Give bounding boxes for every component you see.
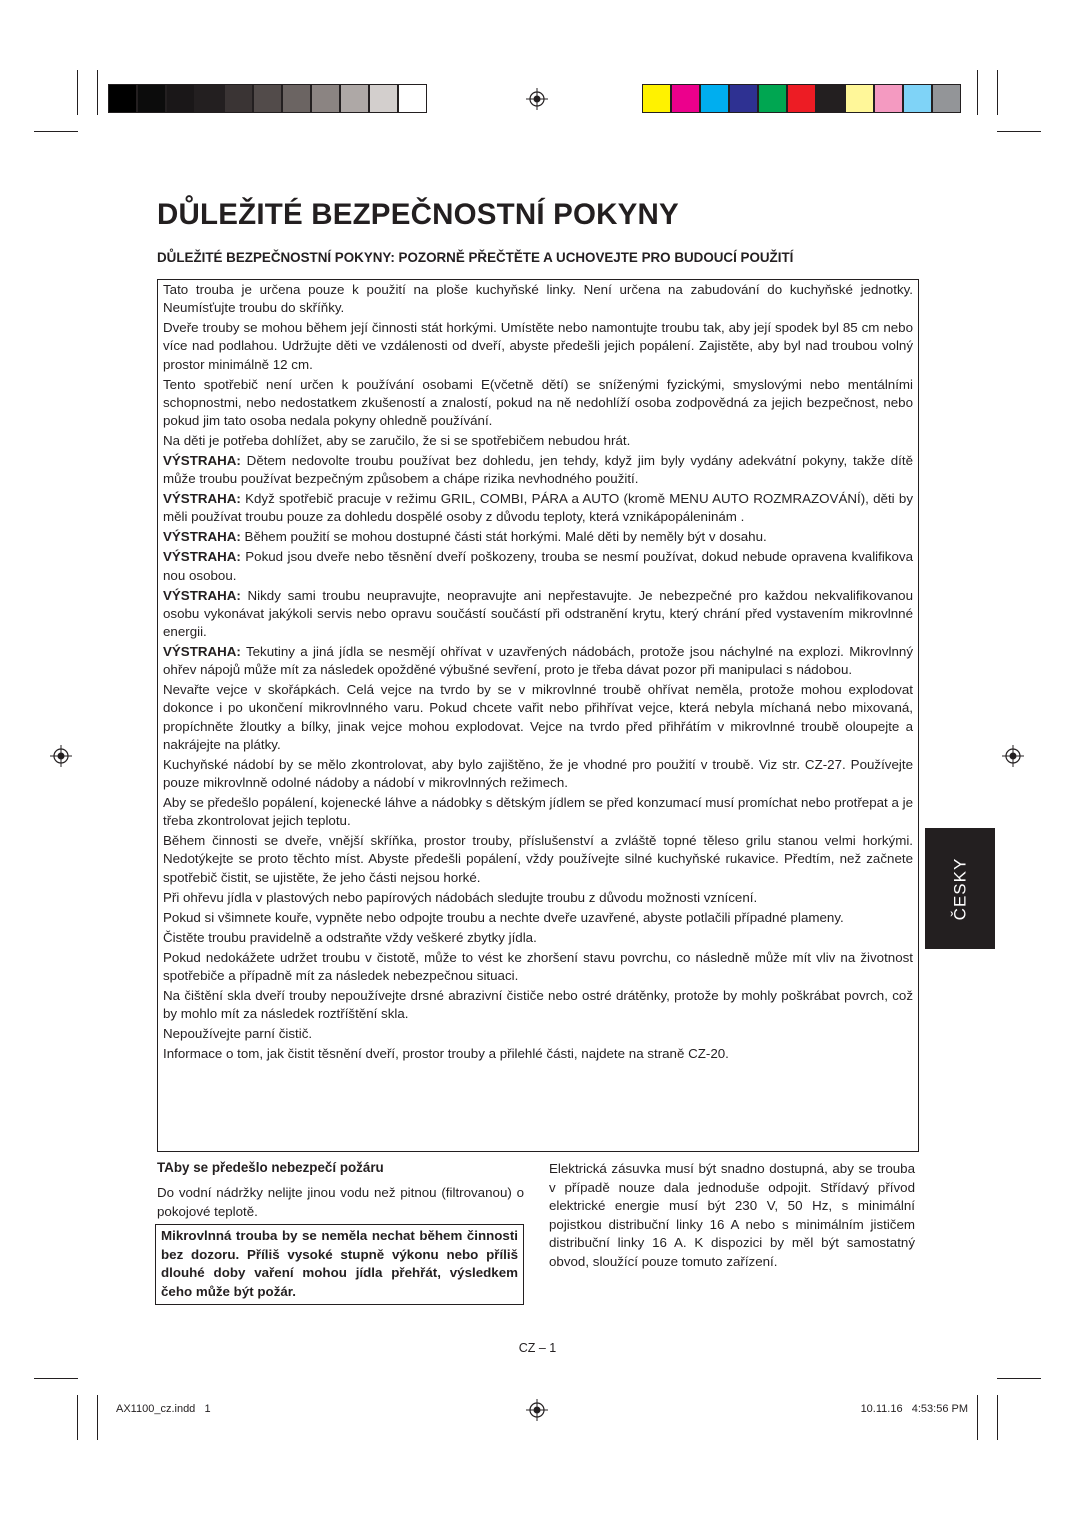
crop-mark: [77, 70, 78, 115]
footer-file-name: AX1100_cz.indd 1: [116, 1403, 211, 1415]
color-swatch: [700, 84, 729, 113]
color-swatch: [340, 84, 369, 113]
warning-label: VÝSTRAHA:: [163, 453, 241, 469]
instruction-text: Pokud jsou dveře nebo těsnění dveří poškozeny, trouba se nesmí používat, dokud nebude opravena kvalifikova nou osobou.: [163, 549, 913, 583]
footer-timestamp: 10.11.16 4:53:56 PM: [860, 1403, 968, 1415]
crop-mark: [997, 131, 1041, 132]
color-swatch: [845, 84, 874, 113]
color-swatch: [137, 84, 166, 113]
warning-label: VÝSTRAHA:: [163, 587, 241, 603]
instruction-paragraph: [163, 643, 913, 679]
instruction-paragraph: [163, 587, 913, 642]
color-swatch: [224, 84, 253, 113]
instruction-text: Tato trouba je určena pouze k použití na ploše kuchyňské linky. Není určena na zabudování do kuchyňské jednotky. Neumísťujte troubu do skříňky.: [163, 282, 913, 316]
instruction-text: Nikdy sami troubu neupravujte, neopravujte ani nepřestavujte. Je nebezpečné pro každou nekvalifikovanou osobu vykonávat jakýkoli servis nebo opravu součástí součástí při odstranění krytu, který chrání před vystavením mikrovlnné energii.: [163, 587, 913, 640]
crop-mark: [997, 1378, 1041, 1379]
power-supply-text: Elektrická zásuvka musí být snadno dostupná, aby se trouba v případě nouze dala jednoduše odpojit. Střídavý přívod elektrické energie musí být 230 V, 50 Hz, s minimální pojistkou distribuční linky 16 A nebo s minimálním jističem distribuční linky 16 A. K dispozici by měl být samostatný obvod, sloužící pouze tomuto zařízení.: [549, 1161, 915, 1269]
instruction-paragraph: [163, 319, 913, 374]
color-swatch: [729, 84, 758, 113]
instruction-paragraph: [163, 756, 913, 792]
instruction-paragraph: [163, 452, 913, 488]
instruction-paragraph: [163, 281, 913, 317]
registration-crosshair-icon: [1002, 745, 1024, 767]
registration-crosshair-icon: [526, 1399, 548, 1421]
color-swatch: [874, 84, 903, 113]
crop-mark: [97, 70, 98, 115]
registration-crosshair-icon: [526, 88, 548, 110]
instruction-paragraph: [163, 548, 913, 584]
crop-mark: [977, 1395, 978, 1440]
language-tab-label: ČESKY: [949, 857, 969, 920]
instruction-paragraph: [163, 1045, 913, 1063]
color-swatch: [642, 84, 671, 113]
instruction-text: Kuchyňské nádobí by se mělo zkontrolovat, aby bylo zajištěno, že je vhodné pro použití v troubě. Viz str. CZ-27. Používejte pouze mikrovlnně odolné nádoby a nádobí v mikrovlnných režimech.: [163, 756, 913, 791]
crop-mark: [34, 131, 78, 132]
page-title: DŮLEŽITÉ BEZPEČNOSTNÍ POKYNY: [157, 198, 679, 231]
instruction-text: Na čištění skla dveří trouby nepoužívejte drsné abrazivní čističe nebo ostré drátěnky, protože by mohly poškrábat povrch, což by mohlo mít za následek roztříštění skla.: [163, 987, 913, 1022]
color-swatch: [311, 84, 340, 113]
color-swatch: [758, 84, 787, 113]
crop-mark: [77, 1395, 78, 1440]
instruction-text: Pokud si všimnete kouře, vypněte nebo odpojte troubu a nechte dveře uzavřené, abyste potlačili případné plameny.: [163, 909, 844, 925]
instruction-paragraph: [163, 681, 913, 754]
instruction-text: Dveře trouby se mohou během její činnosti stát horkými. Umístěte nebo namontujte troubu tak, aby její spodek byl 85 cm nebo více nad podlahou. Udržujte děti ve vzdálenosti od dveří, abyste předešli jejich popálení. Zajistěte, aby byl nad troubou volný prostor minimálně 12 cm.: [163, 320, 913, 372]
color-swatch: [398, 84, 427, 113]
color-swatch: [932, 84, 961, 113]
instruction-paragraph: [163, 528, 913, 546]
instruction-text: Tekutiny a jiná jídla se nesmějí ohřívat v uzavřených nádobách, protože jsou náchylné na explozi. Mikrovlnný ohřev nápojů může mít za následek opožděné výbušné sevření, proto je třeba dávat pozor při manipulaci s nádobou.: [163, 644, 913, 678]
process-color-bar: [642, 84, 961, 113]
instruction-text: Nevařte vejce v skořápkách. Celá vejce na tvrdo by se v mikrovlnné troubě ohřívat neměla, protože mohou explodovat dokonce i po ukončení mikrovlnného varu. Pokud chcete vařit nebo přihřívat vejce, která nebyla míchaná nebo mixovaná, propíchněte žloutky a bílky, jinak vejce mohou explodovat. Vejce na tvrdo před přihřátím v mikrovlnné troubě oloupejte a nakrájejte na plátky.: [163, 682, 913, 752]
language-tab: [925, 828, 995, 949]
warning-label: VÝSTRAHA:: [163, 549, 241, 565]
instruction-paragraph: [163, 949, 913, 985]
warning-label: VÝSTRAHA:: [163, 491, 241, 507]
instruction-text: Informace o tom, jak čistit těsnění dveří, prostor trouby a přilehlé části, najdete na straně CZ-20.: [163, 1046, 729, 1062]
instruction-paragraph: [163, 929, 913, 947]
color-swatch: [282, 84, 311, 113]
color-swatch: [369, 84, 398, 113]
color-swatch: [671, 84, 700, 113]
instruction-text: Na děti je potřeba dohlížet, aby se zaručilo, že si se spotřebičem nebudou hrát.: [163, 433, 631, 449]
crop-mark: [977, 70, 978, 115]
instruction-paragraph: [163, 794, 913, 830]
instruction-paragraph: [163, 490, 913, 526]
instruction-text: Během činnosti se dveře, vnější skříňka, prostor trouby, příslušenství a zvláště topné těleso grilu stanou velmi horkými. Nedotýkejte se proto těchto míst. Abyste předešli popálení, vždy používejte silné kuchyňské rukavice. Předtím, než začnete spotřebič čistit, se ujistěte, že jeho části nejsou horké.: [163, 833, 913, 885]
fire-warning-box: Mikrovlnná trouba by se neměla nechat během činnosti bez dozoru. Příliš vysoké stupně výkonu nebo příliš dlouhé doby vaření mohou jídla přehřát, výsledkem čeho může být požár.: [155, 1224, 524, 1305]
warning-label: VÝSTRAHA:: [163, 644, 241, 660]
instruction-text: Nepoužívejte parní čistič.: [163, 1026, 313, 1042]
instruction-paragraph: [163, 376, 913, 431]
color-swatch: [253, 84, 282, 113]
page-number: CZ – 1: [518, 1341, 557, 1355]
color-swatch: [816, 84, 845, 113]
color-swatch: [787, 84, 816, 113]
instruction-text: Dětem nedovolte troubu používat bez dohledu, jen tehdy, když jim byly vydány adekvátní pokyny, takže dítě může troubu používat bezpečným způsobem a chápe rizika nevhodného použití.: [163, 453, 913, 487]
crop-mark: [997, 70, 998, 115]
crop-mark: [34, 1378, 78, 1379]
fire-section-heading: TAby se předešlo nebezpečí požáru: [157, 1160, 384, 1175]
instruction-text: Čistěte troubu pravidelně a odstraňte vždy veškeré zbytky jídla.: [163, 929, 537, 945]
instruction-paragraph: [163, 889, 913, 907]
instruction-text: Aby se předešlo popálení, kojenecké láhve a nádobky s dětským jídlem se před konzumací musí promíchat nebo protřepat a je třeba zkontrolovat jejich teplotu.: [163, 795, 913, 829]
fire-section-text: Do vodní nádržky nelijte jinou vodu než pitnou (filtrovanou) o pokojové teplotě.: [157, 1185, 524, 1219]
instruction-paragraph: [163, 432, 913, 450]
color-swatch: [108, 84, 137, 113]
warning-label: VÝSTRAHA:: [163, 529, 241, 545]
safety-instructions-box: [157, 279, 919, 1152]
instruction-text: Když spotřebič pracuje v režimu GRIL, COMBI, PÁRA a AUTO (kromě MENU AUTO ROZMRAZOVÁNÍ), děti by měli používat troubu pouze za dohledu dospělé osoby z důvodu teploty, která vznikápopáleninám .: [163, 491, 913, 525]
instruction-paragraph: [163, 987, 913, 1023]
color-swatch: [195, 84, 224, 113]
page-subtitle: DŮLEŽITÉ BEZPEČNOSTNÍ POKYNY: POZORNĚ PŘEČTĚTE A UCHOVEJTE PRO BUDOUCÍ POUŽITÍ: [157, 250, 794, 265]
crop-mark: [997, 1395, 998, 1440]
gray-color-bar: [108, 84, 427, 113]
instruction-text: Při ohřevu jídla v plastových nebo papírových nádobách sledujte troubu z důvodu možnosti vznícení.: [163, 889, 758, 905]
crop-mark: [97, 1395, 98, 1440]
instruction-paragraph: [163, 909, 913, 927]
color-swatch: [166, 84, 195, 113]
instruction-text: Během použití se mohou dostupné části stát horkými. Malé děti by neměly být v dosahu.: [240, 529, 767, 545]
instruction-text: Pokud nedokážete udržet troubu v čistotě, může to vést ke zhoršení stavu povrchu, co následně může mít vliv na životnost spotřebiče a případně mít za následek nebezpečnou situaci.: [163, 949, 913, 983]
color-swatch: [903, 84, 932, 113]
instruction-paragraph: [163, 1025, 913, 1043]
instruction-paragraph: [163, 832, 913, 887]
instruction-text: Tento spotřebič není určen k používání osobami E(včetně dětí) se sníženými fyzickými, smyslovými nebo mentálními schopnostmi, nebo nedostatkem zkušeností a znalostí, pokud na ně nedohlíží osoba zodpovědná za jejich bezpečnost, nebo pokud jim tato osoba nedala pokyny ohledně používání.: [163, 376, 913, 429]
registration-crosshair-icon: [50, 745, 72, 767]
